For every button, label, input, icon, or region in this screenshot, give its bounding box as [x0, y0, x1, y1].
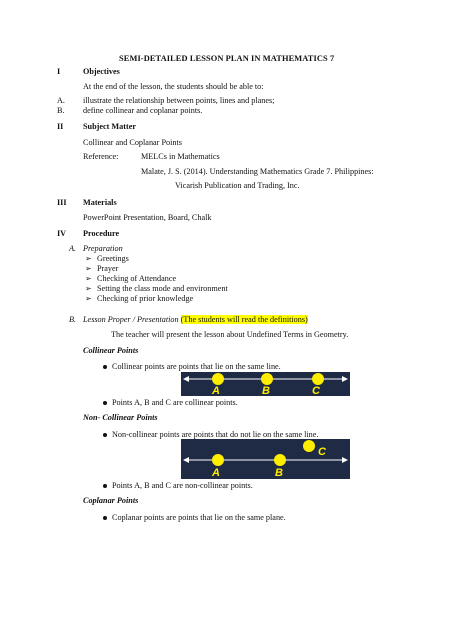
arrow-bullet-icon: ➢ [85, 254, 92, 263]
point-c-label: C [318, 446, 326, 458]
objectives-intro: At the end of the lesson, the students should be able to: [83, 82, 264, 91]
lesson-intro: The teacher will present the lesson about Undefined Terms in Geometry. [111, 330, 349, 339]
diagram-background [181, 439, 350, 479]
coplanar-definition: Coplanar points are points that lie on the same plane. [112, 513, 286, 522]
section-number-objectives: I [57, 67, 61, 76]
arrow-bullet-icon: ➢ [85, 274, 92, 283]
procedure-b-letter: B. [69, 315, 77, 324]
section-number-materials: III [57, 198, 67, 207]
collinear-definition: Collinear points are points that lie on the same line. [112, 362, 281, 371]
materials-text: PowerPoint Presentation, Board, Chalk [83, 213, 212, 222]
point-c-label: C [312, 385, 320, 396]
objective-letter-a: A. [57, 96, 65, 105]
procedure-a-letter: A. [69, 244, 77, 253]
document-title: SEMI-DETAILED LESSON PLAN IN MATHEMATICS 7 [119, 54, 335, 63]
coplanar-heading: Coplanar Points [83, 496, 139, 505]
reference-3: Vicarish Publication and Trading, Inc. [175, 181, 300, 190]
prep-item: Checking of prior knowledge [97, 294, 194, 303]
point-b [261, 373, 273, 385]
section-number-procedure: IV [57, 229, 67, 238]
point-c [303, 440, 315, 452]
point-b-label: B [275, 467, 283, 479]
objective-item-a: illustrate the relationship between points, lines and planes; [83, 96, 275, 105]
lesson-proper-highlight: (The students will read the definitions) [180, 315, 308, 324]
section-heading-subject: Subject Matter [83, 122, 136, 131]
bullet-icon [103, 401, 107, 405]
point-b-label: B [262, 385, 270, 396]
collinear-diagram [181, 372, 350, 396]
section-heading-objectives: Objectives [83, 67, 120, 76]
prep-item: Setting the class mode and environment [97, 284, 228, 293]
section-heading-materials: Materials [83, 198, 117, 207]
bullet-icon [103, 484, 107, 488]
noncollinear-definition: Non-collinear points are points that do not lie on the same line. [112, 430, 319, 439]
collinear-heading: Collinear Points [83, 346, 139, 355]
prep-item: Prayer [97, 264, 119, 273]
reference-label: Reference: [83, 152, 119, 161]
lesson-proper-heading: Lesson Proper / Presentation [83, 315, 179, 324]
prep-item: Checking of Attendance [97, 274, 177, 283]
arrow-bullet-icon: ➢ [85, 294, 92, 303]
reference-1: MELCs in Mathematics [141, 152, 220, 161]
noncollinear-heading: Non- Collinear Points [83, 413, 158, 422]
subject-topic: Collinear and Coplanar Points [83, 138, 182, 147]
arrow-bullet-icon: ➢ [85, 264, 92, 273]
objective-letter-b: B. [57, 106, 65, 115]
point-a-label: A [212, 467, 220, 479]
bullet-icon [103, 516, 107, 520]
bullet-icon [103, 365, 107, 369]
point-c [312, 373, 324, 385]
point-a [212, 454, 224, 466]
noncollinear-example: Points A, B and C are non-collinear points. [112, 481, 253, 490]
noncollinear-diagram [181, 439, 350, 479]
bullet-icon [103, 433, 107, 437]
point-a [212, 373, 224, 385]
prep-item: Greetings [97, 254, 129, 263]
arrow-bullet-icon: ➢ [85, 284, 92, 293]
lesson-proper-line [83, 315, 308, 325]
reference-2: Malate, J. S. (2014). Understanding Mathematics Grade 7. Philippines: [141, 167, 374, 176]
point-a-label: A [212, 385, 220, 396]
preparation-heading: Preparation [83, 244, 123, 253]
section-heading-procedure: Procedure [83, 229, 120, 238]
section-number-subject: II [57, 122, 64, 131]
collinear-example: Points A, B and C are collinear points. [112, 398, 238, 407]
objective-item-b: define collinear and coplanar points. [83, 106, 203, 115]
point-b [274, 454, 286, 466]
